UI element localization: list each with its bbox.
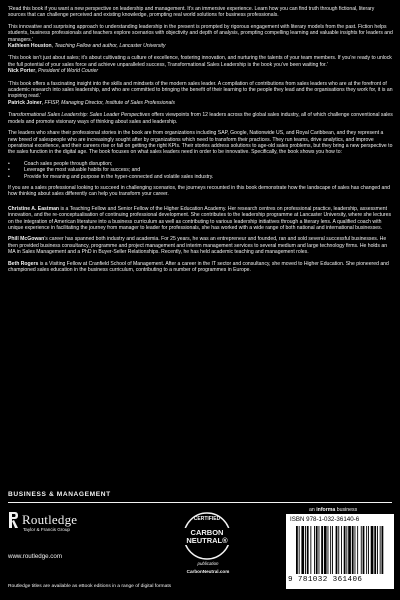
- review-quote: [8, 55, 393, 74]
- audience-paragraph: If you are a sales professional looking to succeed in challenging scenarios, the journeys recounted in this book demonstrate how the landscape of sales has changed and how thinking about sales differently can help you transform your career.: [8, 184, 390, 198]
- cn-carbon: CARBON: [190, 528, 224, 537]
- publisher-logo: [8, 511, 108, 532]
- quote-text: ‘This book isn’t just about sales; it’s about cultivating a culture of excellence, fostering innovation, and nurturing the talents of your team members. If you’re ready to unlock the full potential of your sales force and achieve unparalleled success, Transformational Sales Leadership is the book you’ve been waiting for.’: [8, 55, 392, 68]
- ebook-note: Routledge titles are available as eBook editions in a range of digital formats: [8, 584, 172, 589]
- description-text: offers viewpoints from 12 leaders across the global sales industry, all of which challenge conventional sales models and promote visionary ways of thinking about sales and leadership.: [8, 112, 393, 125]
- author-bio: [8, 236, 393, 255]
- review-quote: [8, 6, 393, 49]
- review-quote: [8, 81, 393, 107]
- list-item: • Provide for meaning and purpose in the hyper-connected and volatile sales industry.: [8, 174, 393, 180]
- informa-prefix: an: [309, 507, 317, 513]
- back-cover-text: [8, 6, 393, 278]
- list-item: • Leverage the most valuable habits for success; and: [8, 167, 393, 173]
- routledge-mark-icon: [8, 511, 19, 529]
- quote-attribution: Patrick Joiner, FFISP, Managing Director, Institute of Sales Professionals: [8, 99, 175, 106]
- bio-text: is a Teaching Fellow and Senior Fellow of the Higher Education Academy. Her research centres on professional practice, leadership, assessment innovation, and the re-conceptualisation of continuing professional development. She contributes to the leadership programme at Lancaster University, where she lectures on the integration of American literature into a business curriculum as well as contributing to various leadership initiatives through a literary lens. A qualified coach with unique experience in facilitating the journey from manager to leader for professionals, she has worked with a wide range of both national and international businesses.: [8, 205, 392, 231]
- quote-author-title: President of World Courier: [38, 68, 99, 75]
- informa-tagline: [309, 507, 357, 513]
- subject-category: BUSINESS & MANAGEMENT: [8, 491, 111, 498]
- informa-suffix: business: [335, 507, 358, 513]
- publisher-name: Routledge: [22, 512, 78, 527]
- quote-author-title: FFISP, Managing Director, Institute of Sales Professionals: [44, 99, 175, 106]
- leaders-paragraph: The leaders who share their professional stories in the book are from organizations including SAP, Google, Nationwide US, and Royal Caribbean, and they represent a new breed of salespeople who are increasingly sought after by organizations which need to transform their practices. They run teams, drive analytics, and improve operational excellence, and their careers rise or fall on getting the right KPIs. Their stories address solutions to age-old sales problems, but they bring a new perspective to the sales function in the digital age. The book focuses on what sales leaders need in order to be innovative. Specifically, the book shows you how to:: [8, 130, 393, 156]
- author-name: Beth Rogers: [8, 260, 39, 267]
- quote-text: ‘This book offers a fascinating insight into the skills and mindsets of the modern sales leader. A compilation of contributions from sales leaders who are at the forefront of academic research into sales leadership, and who are committed to bringing the benefit of their learning to the people they lead and the organisations they work for, it is an inspiring read.’: [8, 80, 393, 100]
- divider: [8, 502, 392, 503]
- book-title: Transformational Sales Leadership: Sales Leader Perspectives: [8, 112, 151, 119]
- cn-publication-label: publication: [197, 561, 219, 566]
- cn-url[interactable]: CarbonNeutral.com: [186, 569, 230, 574]
- quote-author-title: Teaching Fellow and author, Lancaster University: [54, 43, 166, 50]
- author-name: Phill McGowan: [8, 236, 45, 243]
- quote-attribution: Kathleen Houston, Teaching Fellow and author, Lancaster University: [8, 43, 166, 50]
- cn-certified: CERTIFIED: [193, 516, 221, 522]
- publisher-group: Taylor & Francis Group: [23, 527, 70, 532]
- key-points-list: [8, 161, 393, 180]
- isbn-barcode: [286, 514, 394, 589]
- barcode-icon: [296, 526, 386, 576]
- book-description: [8, 112, 393, 125]
- carbon-neutral-badge-icon: [178, 509, 236, 561]
- list-item: • Coach sales people through disruption;: [8, 161, 393, 167]
- quote-author: Kathleen Houston: [8, 43, 52, 50]
- quote-author: Patrick Joiner: [8, 99, 42, 106]
- author-name: Christine A. Eastman: [8, 205, 60, 212]
- barcode-number: 9 781032 361406: [288, 576, 363, 584]
- bio-text: ’s career has spanned both industry and academia. For 25 years, he was an entrepreneur and founded, ran and sold several successful businesses. He then provided business consultancy, programme and project management and interim management services to several medium and large technology firms. He holds an MA in Sales Management and a PhD in Buyer-Seller Relationships. Recently, he has held academic teaching and management roles.: [8, 236, 388, 256]
- author-bio: [8, 261, 393, 274]
- quote-author: Nick Porter: [8, 68, 36, 75]
- isbn-label: ISBN 978-1-032-36140-6: [290, 516, 360, 523]
- author-bio: [8, 206, 393, 232]
- cn-neutral: NEUTRAL®: [186, 536, 228, 545]
- quote-attribution: Nick Porter, President of World Courier: [8, 68, 99, 75]
- bio-text: is a Visiting Fellow at Cranfield School of Management. After a career in the IT sector and consultancy, she moved to Higher Education. She pioneered and championed sales education in the business curriculum, contributing to a number of programmes in Europe.: [8, 260, 389, 273]
- quote-text: This innovative and surprising approach to understanding leadership in the present is prompted by rigorous engagement with literary models from the past. Fiction helps students, business professionals and teachers explore scenarios with objectivity and depth of analysis, prompting compelling learning and valuable insights for leaders and managers.’: [8, 23, 393, 43]
- quote-text: ‘Read this book if you want a new perspective on leadership and management. It’s an immersive experience. Learn how you can find truth through fictional, literary sources that can challenge perceived and existing knowledge, prompting real world solutions for business professionals.: [8, 6, 375, 19]
- publisher-url[interactable]: www.routledge.com: [8, 553, 62, 560]
- informa-brand: informa: [316, 507, 336, 513]
